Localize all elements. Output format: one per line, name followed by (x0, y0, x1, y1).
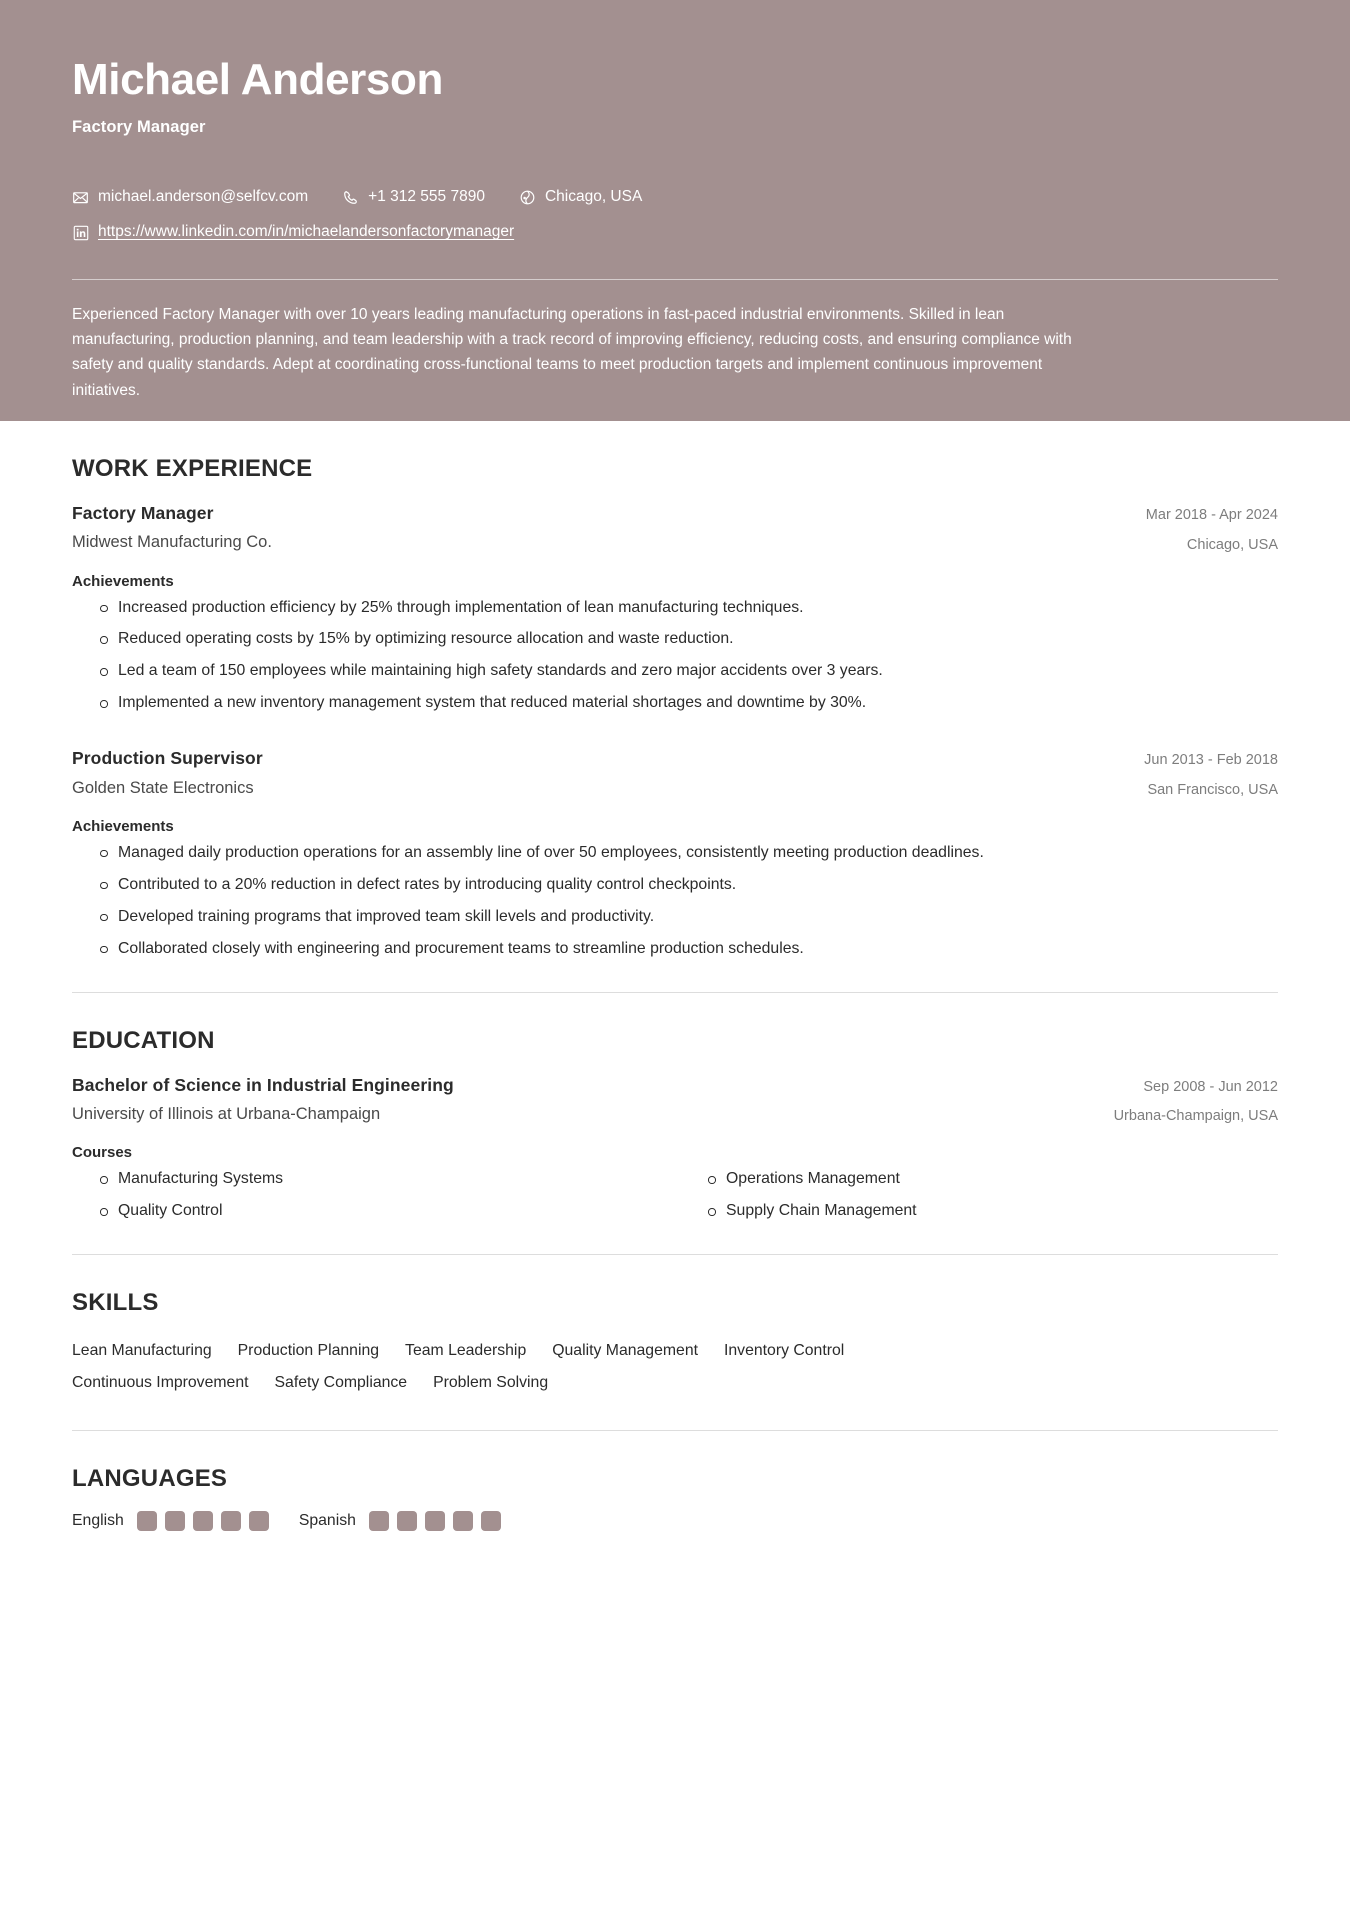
contact-email-label: michael.anderson@selfcv.com (98, 188, 309, 206)
level-dot-filled (397, 1511, 417, 1531)
courses-label: Courses (72, 1144, 133, 1162)
language-item (72, 1511, 269, 1531)
section-title-education: EDUCATION (72, 1026, 215, 1054)
level-dot-filled (453, 1511, 473, 1531)
page-bottom-spacer (72, 1531, 1278, 1651)
list-item: Manufacturing Systems (72, 1167, 670, 1192)
skill-tag: Safety Compliance (274, 1374, 408, 1392)
contact-linkedin[interactable] (72, 220, 514, 245)
achievements-label: Achievements (72, 572, 174, 590)
skill-tag: Quality Management (552, 1342, 698, 1360)
section-education (72, 993, 1278, 1255)
contact-phone-label: +1 312 555 7890 (368, 188, 485, 206)
education-entry (72, 1073, 1278, 1224)
work-entry-date: Jun 2013 - Feb 2018 (1144, 752, 1278, 769)
section-title-languages: LANGUAGES (72, 1464, 228, 1492)
work-entry-organization: Golden State Electronics (72, 778, 254, 797)
header-divider (72, 279, 1278, 280)
work-entry-title: Factory Manager (72, 503, 214, 523)
skill-tag: Team Leadership (405, 1342, 527, 1360)
contact-email[interactable] (72, 185, 308, 210)
language-level-dots (137, 1511, 269, 1531)
skill-tag: Continuous Improvement (72, 1374, 249, 1392)
level-dot-filled (481, 1511, 501, 1531)
linkedin-icon (72, 224, 89, 241)
section-languages (72, 1431, 1278, 1531)
phone-icon (342, 189, 359, 206)
list-item: Increased production efficiency by 25% through implementation of lean manufacturing techniques. (72, 596, 1278, 621)
language-name: Spanish (298, 1511, 356, 1529)
languages-list (72, 1511, 1278, 1531)
contact-phone[interactable] (342, 185, 485, 210)
education-entry-title: Bachelor of Science in Industrial Engineering (72, 1074, 454, 1095)
language-level-dots (369, 1511, 501, 1531)
level-dot-filled (425, 1511, 445, 1531)
achievements-list (72, 596, 1278, 717)
list-item: Reduced operating costs by 15% by optimizing resource allocation and waste reduction. (72, 627, 1278, 652)
resume-body (0, 421, 1350, 1651)
skill-tag: Problem Solving (433, 1374, 549, 1392)
resume-header (0, 0, 1350, 421)
skill-tag: Production Planning (237, 1342, 380, 1360)
work-entry-title: Production Supervisor (72, 748, 263, 769)
profile-summary: Experienced Factory Manager with over 10 years leading manufacturing operations in fast-paced industrial environments. Skilled in lean manufacturing, production planning, and team leadership with a track record of improving efficiency, reducing costs, and ensuring compliance with safety and quality standards. Adept at coordinating cross-functional teams to meet production targets and implement continuous improvement initiatives. (72, 305, 1072, 399)
level-dot-filled (369, 1511, 389, 1531)
page-title: Michael Anderson (72, 55, 443, 104)
section-title-skills: SKILLS (72, 1289, 159, 1317)
work-entry-location: Chicago, USA (1186, 536, 1278, 553)
achievements-list (72, 841, 1278, 962)
contact-linkedin-label: https://www.linkedin.com/in/michaelandersonfactorymanager (98, 223, 515, 241)
section-work-experience (72, 421, 1278, 993)
location-icon (519, 189, 536, 206)
list-item: Quality Control (72, 1199, 670, 1224)
email-icon (72, 189, 89, 206)
work-entry-organization: Midwest Manufacturing Co. (72, 533, 272, 552)
list-item: Managed daily production operations for an assembly line of over 50 employees, consistently meeting production deadlines. (72, 841, 1278, 866)
skills-list (72, 1335, 1032, 1400)
work-entry-head (72, 746, 1278, 802)
contact-location[interactable] (519, 185, 642, 210)
list-item: Contributed to a 20% reduction in defect rates by introducing quality control checkpoints. (72, 873, 1278, 898)
courses-list (72, 1167, 1278, 1224)
list-item: Led a team of 150 employees while maintaining high safety standards and zero major accidents over 3 years. (72, 659, 1278, 684)
level-dot-filled (221, 1511, 241, 1531)
skill-tag: Inventory Control (724, 1342, 845, 1360)
language-item (299, 1511, 501, 1531)
work-entry (72, 746, 1278, 961)
level-dot-filled (193, 1511, 213, 1531)
level-dot-filled (165, 1511, 185, 1531)
contact-location-label: Chicago, USA (544, 188, 643, 206)
education-entry-organization: University of Illinois at Urbana-Champaign (72, 1105, 381, 1123)
list-item: Developed training programs that improved team skill levels and productivity. (72, 905, 1278, 930)
list-item: Supply Chain Management (680, 1199, 1278, 1224)
education-entry-head (72, 1073, 1278, 1129)
contact-row (72, 185, 1278, 210)
list-item: Operations Management (680, 1167, 1278, 1192)
work-entry-date: Mar 2018 - Apr 2024 (1145, 507, 1278, 523)
section-skills (72, 1255, 1278, 1431)
skill-tag: Lean Manufacturing (72, 1342, 212, 1360)
education-entry-date: Sep 2008 - Jun 2012 (1143, 1078, 1278, 1095)
work-entry-head (72, 501, 1278, 557)
work-entry-location: San Francisco, USA (1147, 782, 1278, 799)
job-role-subtitle: Factory Manager (72, 118, 206, 137)
list-item: Collaborated closely with engineering and procurement teams to streamline production schedules. (72, 937, 1278, 962)
level-dot-filled (249, 1511, 269, 1531)
level-dot-filled (137, 1511, 157, 1531)
achievements-label: Achievements (72, 817, 174, 835)
list-item: Implemented a new inventory management system that reduced material shortages and downtime by 30%. (72, 691, 1278, 716)
section-title-work-experience: WORK EXPERIENCE (72, 455, 313, 482)
linkedin-row (72, 220, 1278, 245)
education-entry-location: Urbana-Champaign, USA (1113, 1108, 1278, 1125)
work-entry (72, 501, 1278, 716)
language-name: English (72, 1511, 124, 1529)
